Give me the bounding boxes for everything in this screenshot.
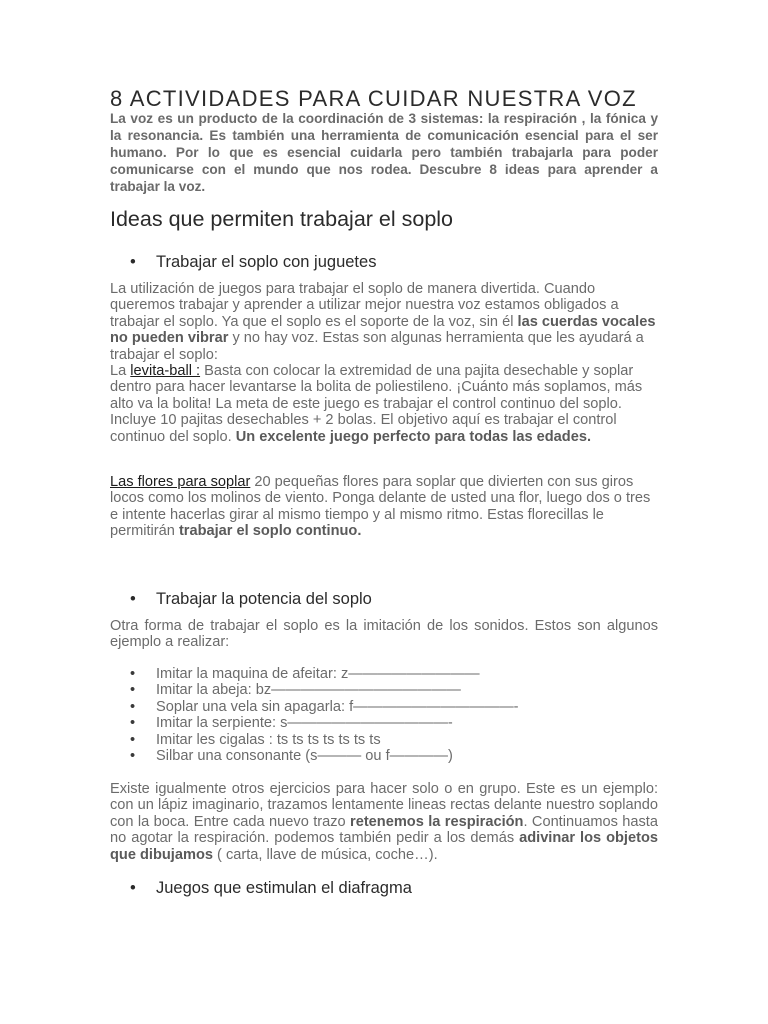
bullet-symbol: • <box>130 731 136 748</box>
text-span: ( carta, llave de música, coche…). <box>212 846 438 863</box>
bullet-symbol: • <box>130 253 136 271</box>
list-item-text: Soplar una vela sin apagarla: f———————————- <box>156 698 519 715</box>
list-item <box>130 715 519 731</box>
list-item-text: Silbar una consonante (s——— ou f————) <box>156 748 453 765</box>
list-item <box>130 682 519 698</box>
text-span: . Continuamos hasta no agotar la respiración. podemos también pedir a los demás <box>110 813 658 847</box>
bold-text: Un excelente juego perfecto para todas las edades. <box>235 428 592 445</box>
bold-text: adivinar los objetos que dibujamos <box>110 830 658 863</box>
bullet-symbol: • <box>130 590 136 608</box>
bullet-heading-label: Trabajar el soplo con juguetes <box>156 253 377 271</box>
list-item-text: Imitar la serpiente: s———————————- <box>156 715 453 732</box>
paragraph-imitacion: Otra forma de trabajar el soplo es la imitación de los sonidos. Estos son algunos ejemplo a realizar: <box>110 618 658 651</box>
list-item-text: Imitar la maquina de afeitar: z————————— <box>156 666 480 682</box>
text-span: Basta con colocar la extremidad de una pajita desechable y soplar dentro para hacer levantarse la bolita de poliestileno. ¡Cuánto más soplamos, más alto va la bolita! La meta de este juego es trabajar el control continuo del soplo. Incluye 10 pajitas desechables + 2 bolas. El objetivo aquí es trabajar el control continuo del soplo. <box>110 363 643 445</box>
bullet-heading-diafragma <box>130 879 412 898</box>
levita-ball-link[interactable]: levita-ball : <box>130 363 201 380</box>
bullet-heading-label: Juegos que estimulan el diafragma <box>156 879 412 897</box>
document-title: 8 ACTIVIDADES PARA CUIDAR NUESTRA VOZ <box>110 86 637 111</box>
paragraph-flores <box>110 474 658 540</box>
bold-text: trabajar el soplo continuo. <box>178 523 362 540</box>
intro-paragraph: La voz es un producto de la coordinación de 3 sistemas: la respiración , la fónica y la resonancia. Es también una herramienta de comunicación esencial para el ser humano. Por lo que es esencial cuidarla pero también trabajarla para poder comunicarse con el mundo que nos rodea. Descubre 8 ideas para aprender a trabajar la voz. <box>110 111 658 194</box>
text-span: y no hay voz. Estas son algunas herramienta que les ayudará a trabajar el soplo: <box>110 330 644 363</box>
bullet-heading-label: Trabajar la potencia del soplo <box>156 590 372 608</box>
bullet-symbol: • <box>130 666 136 682</box>
bullet-symbol: • <box>130 748 136 765</box>
exercise-list <box>130 666 519 764</box>
text-span: La utilización de juegos para trabajar el soplo de manera divertida. Cuando queremos trabajar y aprender a utilizar mejor nuestra voz estamos obligados a trabajar el soplo. Ya que el soplo es el soporte de la voz, sin él <box>110 281 619 330</box>
bullet-symbol: • <box>130 879 136 897</box>
list-item <box>130 699 519 715</box>
paragraph-juguetes <box>110 281 658 445</box>
list-item <box>130 732 519 748</box>
bullet-symbol: • <box>130 715 136 732</box>
list-item <box>130 666 519 682</box>
bold-text: las cuerdas vocales no pueden vibrar <box>110 313 656 347</box>
bullet-symbol: • <box>130 682 136 699</box>
section-heading: Ideas que permiten trabajar el soplo <box>110 207 454 231</box>
bold-text: retenemos la respiración <box>350 813 524 830</box>
text-span: Existe igualmente otros ejercicios para hacer solo o en grupo. Este es un ejemplo: con un lápiz imaginario, trazamos lentamente lineas rectas delante nuestro soplando con la boca. Entre cada nuevo trazo <box>110 781 658 830</box>
bullet-heading-potencia <box>130 590 372 609</box>
text-span: La <box>110 363 131 380</box>
paragraph-ejercicios <box>110 781 658 863</box>
text-span: 20 pequeñas flores para soplar que divierten con sus giros locos como los molinos de viento. Ponga delante de usted una flor, luego dos o tres e intente hacerlas girar al mismo tiempo y al mismo ritmo. Estas florecillas le permitirán <box>110 474 651 540</box>
bullet-symbol: • <box>130 698 136 715</box>
bullet-heading-juguetes <box>130 253 376 272</box>
list-item <box>130 748 519 764</box>
flores-para-soplar-link[interactable]: Las flores para soplar <box>110 474 251 490</box>
list-item-text: Imitar les cigalas : ts ts ts ts ts ts ts <box>156 731 381 748</box>
list-item-text: Imitar la abeja: bz————————————— <box>156 682 461 699</box>
